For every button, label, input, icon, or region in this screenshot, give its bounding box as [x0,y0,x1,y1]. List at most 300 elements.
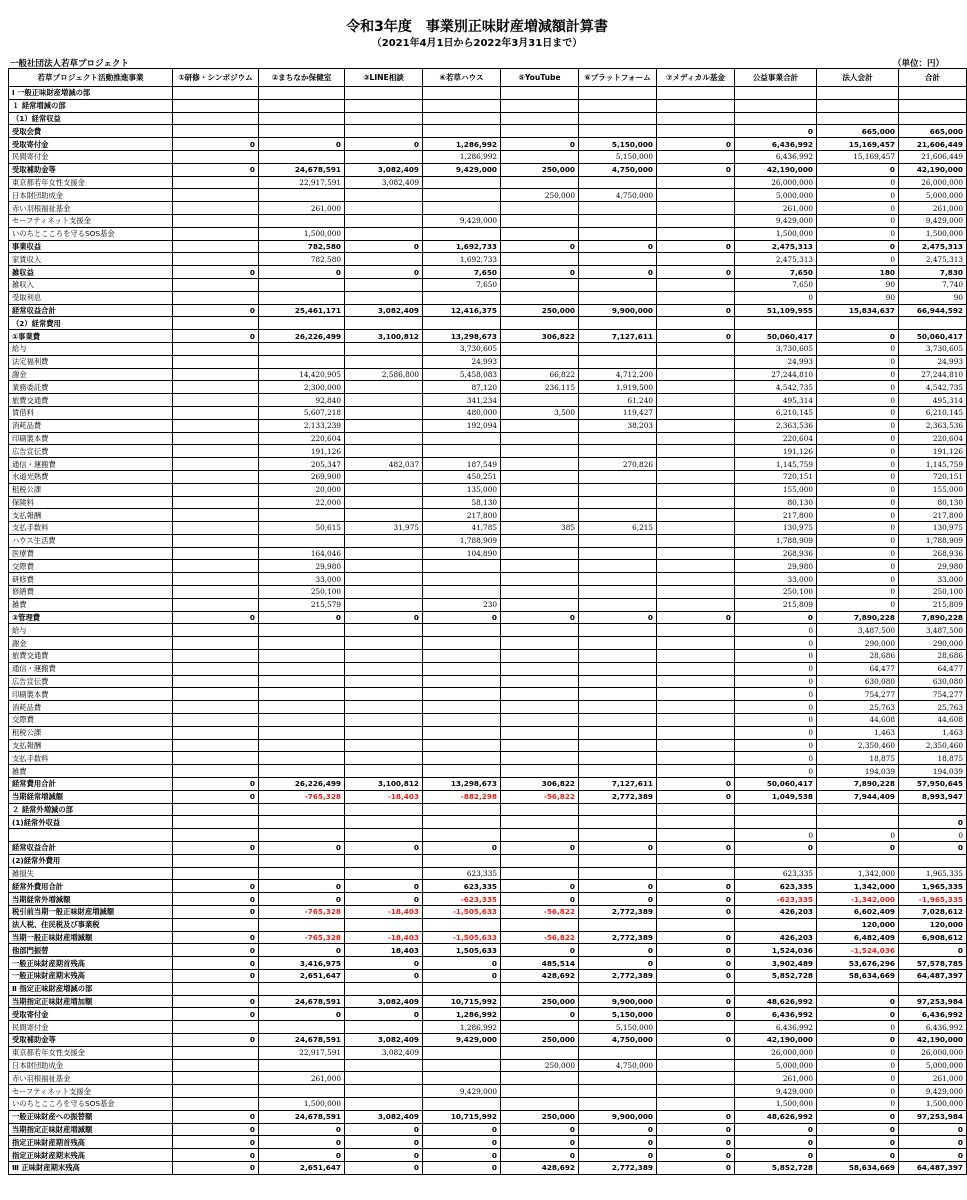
table-row [9,112,967,125]
amount-cell: -56,822 [501,931,579,944]
amount-cell: 720,151 [735,470,817,483]
amount-cell: 623,335 [423,880,501,893]
amount-cell [501,150,579,163]
amount-cell: 0 [173,944,259,957]
amount-cell: 0 [817,381,899,394]
amount-cell: 1,145,759 [735,458,817,471]
amount-cell: 0 [657,1110,735,1123]
amount-cell: 220,604 [259,432,345,445]
amount-cell [817,317,899,330]
amount-cell: 754,277 [899,688,967,701]
amount-cell [657,547,735,560]
amount-cell: 0 [657,330,735,343]
amount-cell: 9,429,000 [423,1085,501,1098]
amount-cell: 29,980 [259,560,345,573]
table-row [9,547,967,560]
row-label: 受取補助金等 [9,163,173,176]
table-row [9,496,967,509]
amount-cell [501,650,579,663]
amount-cell [345,509,423,522]
amount-cell [345,547,423,560]
amount-cell: -18,403 [345,790,423,803]
amount-cell: 220,604 [899,432,967,445]
row-label: 交際費 [9,560,173,573]
amount-cell [501,432,579,445]
amount-cell: 1,788,909 [735,534,817,547]
amount-cell: 0 [735,701,817,714]
amount-cell: 0 [259,611,345,624]
amount-cell: 24,678,591 [259,163,345,176]
amount-cell: 2,133,239 [259,419,345,432]
row-label: （2）経常費用 [9,317,173,330]
amount-cell: 24,993 [899,355,967,368]
amount-cell [173,650,259,663]
amount-cell [423,714,501,727]
amount-cell: 20,000 [259,483,345,496]
amount-cell: 66,822 [501,368,579,381]
table-row [9,637,967,650]
amount-cell [657,317,735,330]
amount-cell: 0 [817,1136,899,1149]
amount-cell: 58,634,669 [817,969,899,982]
amount-cell [173,458,259,471]
amount-cell: 261,000 [259,1072,345,1085]
amount-cell: 24,993 [735,355,817,368]
amount-cell: 0 [423,957,501,970]
table-row [9,944,967,957]
row-label: 赤い羽根福祉基金 [9,1072,173,1085]
table-row [9,573,967,586]
table-row [9,381,967,394]
amount-cell [345,688,423,701]
amount-cell: 3,082,409 [345,1033,423,1046]
amount-cell: 0 [817,1021,899,1034]
amount-cell [345,1085,423,1098]
amount-cell: 0 [579,1123,657,1136]
amount-cell: 27,244,810 [735,368,817,381]
amount-cell: 0 [735,752,817,765]
amount-cell [259,624,345,637]
amount-cell [657,854,735,867]
amount-cell [173,675,259,688]
amount-cell: 268,936 [735,547,817,560]
amount-cell [501,253,579,266]
amount-cell: 0 [173,330,259,343]
amount-cell [345,1021,423,1034]
amount-cell: 25,763 [817,701,899,714]
amount-cell [345,650,423,663]
amount-cell: 215,579 [259,598,345,611]
row-label: 民間寄付金 [9,150,173,163]
amount-cell [173,355,259,368]
table-row [9,675,967,688]
amount-cell: 5,150,000 [579,150,657,163]
table-row [9,1136,967,1149]
amount-cell [173,624,259,637]
amount-cell: 3,100,812 [345,778,423,791]
amount-cell [579,253,657,266]
amount-cell: 0 [423,1136,501,1149]
amount-cell: 261,000 [735,202,817,215]
table-row [9,87,967,100]
amount-cell [173,470,259,483]
amount-cell [501,1085,579,1098]
amount-cell [579,765,657,778]
amount-cell [657,534,735,547]
amount-cell [423,227,501,240]
amount-cell [423,739,501,752]
amount-cell: 250,100 [899,586,967,599]
table-row [9,138,967,151]
amount-cell: 0 [735,842,817,855]
row-label: ハウス生活費 [9,534,173,547]
amount-cell [657,522,735,535]
amount-cell: 9,429,000 [899,1085,967,1098]
amount-cell: 1,286,992 [423,138,501,151]
amount-cell [173,573,259,586]
row-label: 消耗品費 [9,419,173,432]
amount-cell [259,803,345,816]
amount-cell: 6,908,612 [899,931,967,944]
amount-cell: 0 [735,739,817,752]
amount-cell: 0 [173,138,259,151]
amount-cell [501,675,579,688]
amount-cell [657,829,735,842]
amount-cell: 104,890 [423,547,501,560]
amount-cell: 42,190,000 [899,1033,967,1046]
amount-cell [173,202,259,215]
amount-cell [657,253,735,266]
amount-cell [423,125,501,138]
amount-cell [579,1085,657,1098]
amount-cell: 1,286,992 [423,150,501,163]
amount-cell: 0 [423,969,501,982]
amount-cell [579,176,657,189]
amount-cell: 0 [817,586,899,599]
row-label: 雑収益 [9,266,173,279]
amount-cell [173,342,259,355]
amount-cell: 0 [735,829,817,842]
table-row [9,227,967,240]
amount-cell: 1,524,036 [735,944,817,957]
amount-cell: 0 [259,944,345,957]
amount-cell: 290,000 [817,637,899,650]
amount-cell: 187,549 [423,458,501,471]
amount-cell: 0 [345,1136,423,1149]
row-label: 給与 [9,624,173,637]
amount-cell: 0 [657,842,735,855]
amount-cell: 3,487,500 [817,624,899,637]
amount-cell [579,278,657,291]
amount-cell: 51,109,955 [735,304,817,317]
row-label: 雑費 [9,765,173,778]
amount-cell [657,918,735,931]
amount-cell [345,765,423,778]
amount-cell [657,214,735,227]
amount-cell: 24,678,591 [259,995,345,1008]
amount-cell [423,982,501,995]
amount-cell: 2,772,389 [579,1161,657,1174]
amount-cell: 1,692,733 [423,240,501,253]
amount-cell: 0 [899,1136,967,1149]
amount-cell [899,982,967,995]
amount-cell [657,867,735,880]
amount-cell: 0 [817,406,899,419]
amount-cell: 0 [259,842,345,855]
amount-cell: 0 [173,778,259,791]
amount-cell: 0 [345,1161,423,1174]
amount-cell [657,637,735,650]
amount-cell [259,534,345,547]
amount-cell [423,688,501,701]
amount-cell [423,99,501,112]
table-row [9,624,967,637]
amount-cell [345,598,423,611]
row-label: 法人税、住民税及び事業税 [9,918,173,931]
amount-cell: 24,678,591 [259,1110,345,1123]
column-header: 合計 [899,69,967,87]
amount-cell: 230 [423,598,501,611]
amount-cell: 217,800 [423,509,501,522]
table-row [9,368,967,381]
amount-cell: 53,676,296 [817,957,899,970]
amount-cell: 97,253,984 [899,995,967,1008]
row-label [9,829,173,842]
amount-cell: 0 [501,1123,579,1136]
amount-cell: 0 [579,957,657,970]
amount-cell: 0 [259,1136,345,1149]
row-label: 一般正味財産への振替額 [9,1110,173,1123]
amount-cell [423,202,501,215]
amount-cell [501,637,579,650]
amount-cell: 0 [173,163,259,176]
amount-cell: 7,944,409 [817,790,899,803]
amount-cell: 0 [817,163,899,176]
amount-cell: 0 [345,893,423,906]
amount-cell: 306,822 [501,778,579,791]
row-label: (2)経常外費用 [9,854,173,867]
amount-cell: 3,487,500 [899,624,967,637]
amount-cell: 5,150,000 [579,138,657,151]
amount-cell: 0 [173,957,259,970]
amount-cell: 0 [345,611,423,624]
amount-cell [173,176,259,189]
amount-cell: 9,429,000 [423,1033,501,1046]
amount-cell: 5,000,000 [899,1059,967,1072]
amount-cell: 0 [817,1033,899,1046]
amount-cell [579,291,657,304]
amount-cell: 192,094 [423,419,501,432]
amount-cell [579,560,657,573]
amount-cell [657,586,735,599]
amount-cell [345,381,423,394]
amount-cell: 665,000 [899,125,967,138]
amount-cell: 2,651,647 [259,1161,345,1174]
table-row [9,534,967,547]
amount-cell: 41,785 [423,522,501,535]
amount-cell: 80,130 [735,496,817,509]
amount-cell [657,701,735,714]
amount-cell: 26,226,499 [259,778,345,791]
amount-cell [657,470,735,483]
amount-cell: 0 [735,291,817,304]
amount-cell [423,803,501,816]
amount-cell: 0 [735,611,817,624]
amount-cell: 1,919,500 [579,381,657,394]
amount-cell: 0 [817,189,899,202]
amount-cell: 2,475,313 [899,240,967,253]
amount-cell: 0 [579,880,657,893]
amount-cell [657,394,735,407]
amount-cell [817,854,899,867]
amount-cell [259,125,345,138]
amount-cell: 0 [579,611,657,624]
amount-cell: 0 [259,1149,345,1162]
amount-cell [501,317,579,330]
amount-cell [173,1059,259,1072]
amount-cell [173,918,259,931]
amount-cell [423,662,501,675]
amount-cell: 0 [501,1008,579,1021]
amount-cell: 22,000 [259,496,345,509]
amount-cell [423,918,501,931]
amount-cell [657,87,735,100]
amount-cell [657,624,735,637]
amount-cell: 450,251 [423,470,501,483]
amount-cell [899,112,967,125]
amount-cell [579,547,657,560]
amount-cell: 50,060,417 [735,778,817,791]
amount-cell [501,816,579,829]
amount-cell: 50,615 [259,522,345,535]
amount-cell [173,509,259,522]
row-label: 通信・運搬費 [9,662,173,675]
amount-cell [259,291,345,304]
amount-cell: 180 [817,266,899,279]
amount-cell [345,99,423,112]
amount-cell: 80,130 [899,496,967,509]
amount-cell: 428,692 [501,1161,579,1174]
amount-cell: 7,127,611 [579,778,657,791]
amount-cell [345,291,423,304]
amount-cell: 44,608 [899,714,967,727]
amount-cell: 191,126 [899,445,967,458]
amount-cell [345,637,423,650]
amount-cell [657,765,735,778]
amount-cell [423,87,501,100]
amount-cell: 250,000 [501,1110,579,1123]
amount-cell [735,87,817,100]
amount-cell [173,150,259,163]
amount-cell [345,1097,423,1110]
amount-cell [423,765,501,778]
amount-cell [579,752,657,765]
row-label: 印刷製本費 [9,688,173,701]
amount-cell: 2,475,313 [735,253,817,266]
table-row [9,483,967,496]
amount-cell: 0 [817,342,899,355]
amount-cell: 25,763 [899,701,967,714]
table-row [9,906,967,919]
amount-cell: 6,210,145 [899,406,967,419]
amount-cell [579,1072,657,1085]
amount-cell: 0 [173,931,259,944]
amount-cell: 0 [173,906,259,919]
amount-cell: 290,000 [899,637,967,650]
row-label: 経常収益合計 [9,842,173,855]
amount-cell: 1,500,000 [259,227,345,240]
row-label: 消耗品費 [9,701,173,714]
amount-cell: 341,234 [423,394,501,407]
table-row [9,867,967,880]
amount-cell [579,688,657,701]
amount-cell: 0 [423,611,501,624]
amount-cell: 2,300,000 [259,381,345,394]
amount-cell: 120,000 [899,918,967,931]
amount-cell [501,1046,579,1059]
statement-body [9,87,967,1175]
amount-cell: 33,000 [735,573,817,586]
amount-cell [501,1072,579,1085]
amount-cell: 33,000 [259,573,345,586]
amount-cell [259,278,345,291]
amount-cell: 2,772,389 [579,931,657,944]
amount-cell [579,598,657,611]
amount-cell: 31,975 [345,522,423,535]
amount-cell: 0 [657,1033,735,1046]
amount-cell [501,829,579,842]
amount-cell [657,112,735,125]
amount-cell [501,688,579,701]
amount-cell: 3,500 [501,406,579,419]
amount-cell: 50,060,417 [899,330,967,343]
table-row [9,560,967,573]
amount-cell: 15,834,637 [817,304,899,317]
table-row [9,330,967,343]
amount-cell: 18,875 [899,752,967,765]
row-label: ②管理費 [9,611,173,624]
amount-cell: 720,151 [899,470,967,483]
amount-cell: 90 [817,291,899,304]
amount-cell: 0 [501,1149,579,1162]
column-header: 法人会計 [817,69,899,87]
amount-cell: 0 [735,675,817,688]
table-row [9,1085,967,1098]
table-row [9,854,967,867]
row-label: 雑費 [9,598,173,611]
amount-cell: 0 [735,726,817,739]
table-row [9,253,967,266]
amount-cell: 21,606,449 [899,138,967,151]
amount-cell: 1,049,538 [735,790,817,803]
amount-cell [657,714,735,727]
amount-cell: 12,416,375 [423,304,501,317]
amount-cell: 24,993 [423,355,501,368]
amount-cell: 250,000 [501,1033,579,1046]
amount-cell [657,1059,735,1072]
amount-cell [173,547,259,560]
table-row [9,406,967,419]
amount-cell [899,99,967,112]
row-label: 受取寄付金 [9,138,173,151]
amount-cell: -18,403 [345,931,423,944]
amount-cell [657,650,735,663]
row-label: 業務委託費 [9,381,173,394]
row-label: 旅費交通費 [9,394,173,407]
amount-cell: 5,852,728 [735,1161,817,1174]
amount-cell: 0 [345,969,423,982]
amount-cell: 426,203 [735,906,817,919]
